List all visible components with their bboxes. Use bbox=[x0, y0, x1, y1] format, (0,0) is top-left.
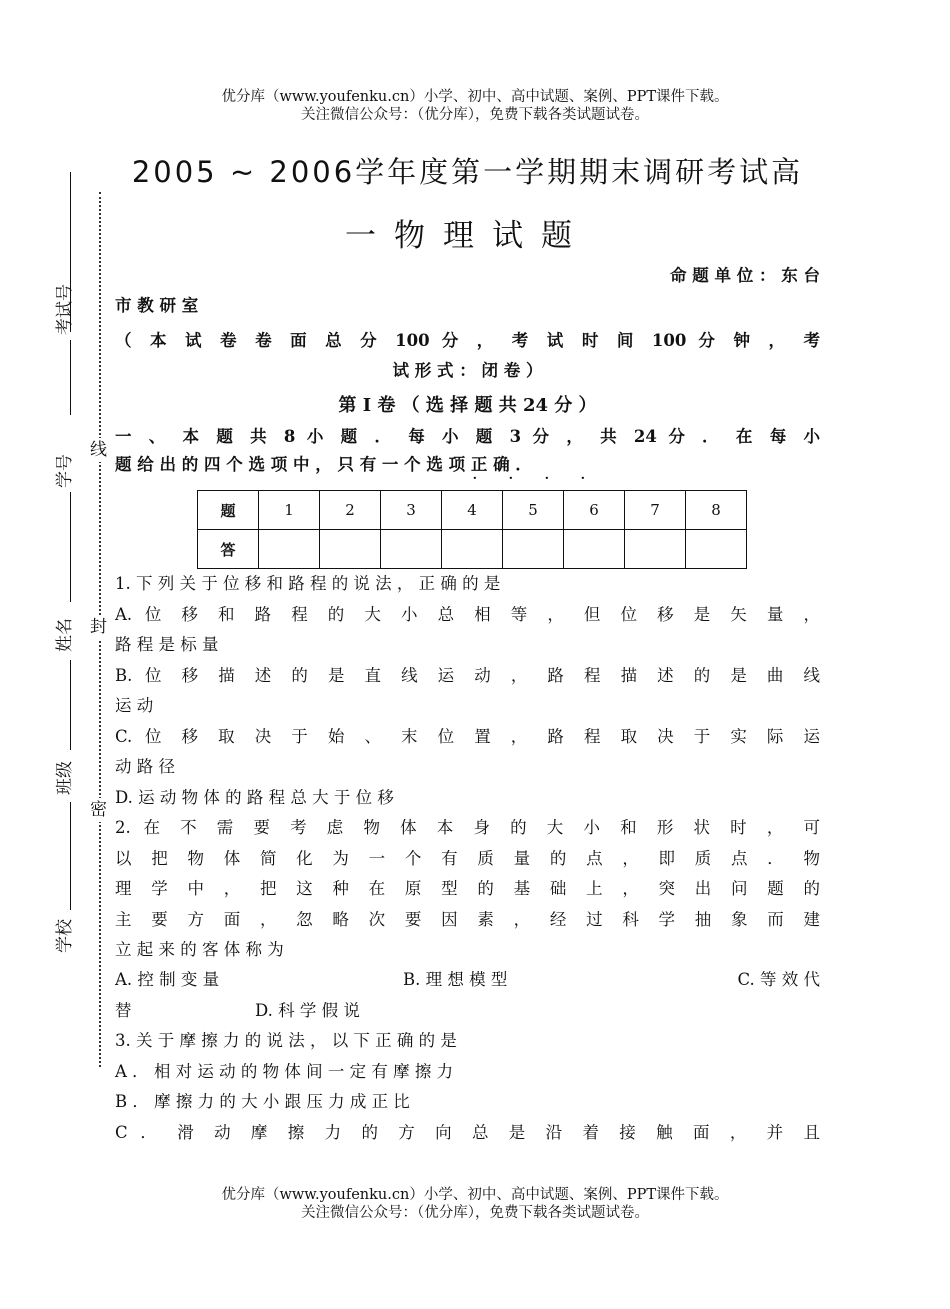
exam-note-line-2: 试 形 式 ： 闭 卷 ） bbox=[392, 361, 543, 380]
answer-cell[interactable] bbox=[320, 530, 381, 569]
answer-cell[interactable] bbox=[625, 530, 686, 569]
question-2-stem-line-5: 立 起 来 的 客 体 称 为 bbox=[115, 940, 284, 959]
field-line-student-no-a bbox=[70, 340, 71, 415]
page-footer bbox=[0, 1186, 950, 1222]
emphasis-dot: · bbox=[508, 468, 514, 489]
seal-word-line: 线 bbox=[90, 440, 107, 460]
question-number-cell: 2 bbox=[320, 491, 381, 530]
question-1-option-c-line-1: C. 位 移 取 决 于 始 、 末 位 置 ， 路 程 取 决 于 实 际 运 bbox=[115, 727, 820, 746]
question-1-stem: 1. 下 列 关 于 位 移 和 路 程 的 说 法 ， 正 确 的 是 bbox=[115, 574, 501, 593]
question-2-option-a: A. 控 制 变 量 bbox=[115, 970, 220, 989]
field-school: 学校 bbox=[55, 919, 75, 953]
question-number-cell: 3 bbox=[381, 491, 442, 530]
field-name: 姓名 bbox=[55, 618, 75, 652]
question-1-option-b-line-1: B. 位 移 描 述 的 是 直 线 运 动 ， 路 程 描 述 的 是 曲 线 bbox=[115, 666, 820, 685]
question-1-option-c-line-2: 动 路 径 bbox=[115, 757, 175, 776]
question-2-stem-line-1: 2. 在 不 需 要 考 虑 物 体 本 身 的 大 小 和 形 状 时 ， 可 bbox=[115, 818, 820, 837]
question-2-stem-line-3: 理 学 中 ， 把 这 种 在 原 型 的 基 础 上 ， 突 出 问 题 的 bbox=[115, 879, 820, 898]
answer-cell[interactable] bbox=[381, 530, 442, 569]
question-3-option-c: C ． 滑 动 摩 擦 力 的 方 向 总 是 沿 着 接 触 面 ， 并 且 bbox=[115, 1123, 820, 1142]
question-number-cell: 7 bbox=[625, 491, 686, 530]
seal-word-secret: 密 bbox=[90, 800, 107, 820]
answer-cell[interactable] bbox=[442, 530, 503, 569]
question-number-cell: 5 bbox=[503, 491, 564, 530]
question-2-options-row-2 bbox=[115, 1001, 820, 1021]
exam-note-line-1: （ 本 试 卷 卷 面 总 分 100 分 ， 考 试 时 间 100 分 钟 ， 考 bbox=[115, 331, 820, 350]
field-line-name-a bbox=[70, 492, 71, 602]
question-1-option-a-line-1: A. 位 移 和 路 程 的 大 小 总 相 等 ， 但 位 移 是 矢 量 ， bbox=[115, 605, 820, 624]
exam-title-line-2: 一物理试题 bbox=[345, 218, 590, 254]
section-title: 第 Ⅰ 卷 （ 选 择 题 共 24 分 ） bbox=[338, 395, 597, 416]
section-instruction-line-1: 一 、 本 题 共 8 小 题 ． 每 小 题 3 分 ， 共 24 分 ． 在 每 小 bbox=[115, 427, 820, 446]
footer-line-1: 优分库（www.youfenku.cn）小学、初中、高中试题、案例、PPT课件下载。 bbox=[221, 1187, 729, 1203]
question-2-option-b: B. 理 想 模 型 bbox=[403, 970, 508, 989]
answer-table bbox=[197, 490, 747, 569]
question-2-option-c-wrap: 替 bbox=[115, 1001, 132, 1020]
answer-table-row-answers bbox=[198, 530, 747, 569]
field-class: 班级 bbox=[55, 761, 75, 795]
emphasis-dot: · bbox=[544, 468, 550, 489]
question-2-stem-line-2: 以 把 物 体 简 化 为 一 个 有 质 量 的 点 ， 即 质 点 ． 物 bbox=[115, 849, 820, 868]
question-number-cell: 6 bbox=[564, 491, 625, 530]
question-number-cell: 1 bbox=[259, 491, 320, 530]
question-2-stem-line-4: 主 要 方 面 ， 忽 略 次 要 因 素 ， 经 过 科 学 抽 象 而 建 bbox=[115, 910, 820, 929]
field-line-class-a bbox=[70, 660, 71, 750]
row-label-answer: 答 bbox=[198, 530, 259, 569]
question-1-option-a-line-2: 路 程 是 标 量 bbox=[115, 635, 219, 654]
question-3-stem: 3. 关 于 摩 擦 力 的 说 法 ， 以 下 正 确 的 是 bbox=[115, 1031, 457, 1050]
question-3-option-a: A ． 相 对 运 动 的 物 体 间 一 定 有 摩 擦 力 bbox=[115, 1062, 454, 1081]
seal-word-seal: 封 bbox=[90, 617, 107, 637]
answer-cell[interactable] bbox=[259, 530, 320, 569]
section-instruction-line-2: 题 给 出 的 四 个 选 项 中 ， 只 有 一 个 选 项 正 确 ． bbox=[115, 455, 532, 474]
field-exam-no: 考试号 bbox=[55, 284, 75, 335]
answer-cell[interactable] bbox=[564, 530, 625, 569]
question-number-cell: 8 bbox=[686, 491, 747, 530]
answer-cell[interactable] bbox=[503, 530, 564, 569]
header-line-1: 优分库（www.youfenku.cn）小学、初中、高中试题、案例、PPT课件下载。 bbox=[221, 89, 729, 105]
field-line-school-a bbox=[70, 802, 71, 910]
exam-title-line-1: 2005 ~ 2006学年度第一学期期末调研考试高 bbox=[131, 155, 804, 189]
answer-cell[interactable] bbox=[686, 530, 747, 569]
question-1-option-b-line-2: 运 动 bbox=[115, 696, 154, 715]
footer-line-2: 关注微信公众号：（优分库），免费下载各类试题试卷。 bbox=[301, 1205, 649, 1221]
question-3-option-b: B ． 摩 擦 力 的 大 小 跟 压 力 成 正 比 bbox=[115, 1092, 410, 1111]
question-2-option-d: D. 科 学 假 说 bbox=[255, 1001, 360, 1020]
emphasis-dot: · bbox=[580, 468, 586, 489]
question-1-option-d: D. 运 动 物 体 的 路 程 总 大 于 位 移 bbox=[115, 788, 394, 807]
row-label-question: 题 bbox=[198, 491, 259, 530]
issuer-line-1: 命 题 单 位 ： 东 台 bbox=[670, 266, 820, 285]
page-header bbox=[0, 88, 950, 124]
question-number-cell: 4 bbox=[442, 491, 503, 530]
emphasis-dot: · bbox=[472, 468, 478, 489]
answer-table-row-numbers bbox=[198, 491, 747, 530]
question-2-options-row bbox=[115, 970, 820, 990]
question-2-option-c: C. 等 效 代 bbox=[737, 970, 820, 989]
header-line-2: 关注微信公众号：（优分库），免费下载各类试题试卷。 bbox=[301, 107, 649, 123]
field-student-no: 学号 bbox=[55, 454, 75, 488]
issuer-line-2: 市 教 研 室 bbox=[115, 296, 199, 315]
